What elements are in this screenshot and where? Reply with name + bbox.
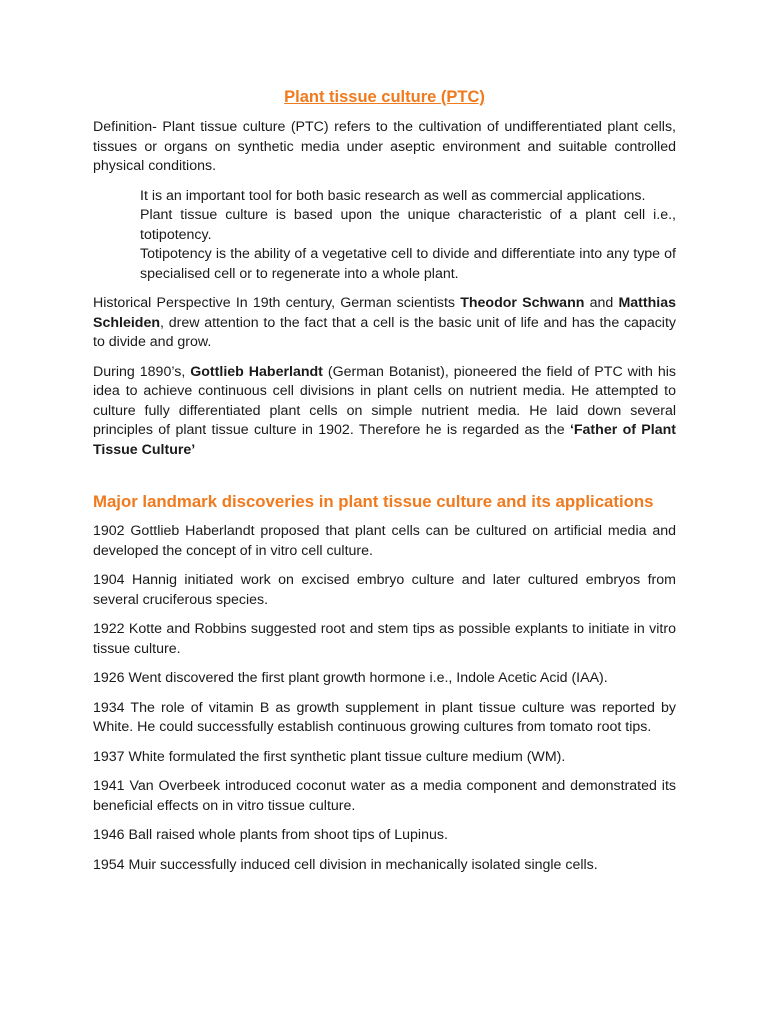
landmark-item: 1902 Gottlieb Haberlandt proposed that plant cells can be cultured on artificial media and developed the concept of in vitro cell culture. [93, 523, 676, 559]
landmark-item: 1954 Muir successfully induced cell division in mechanically isolated single cells. [93, 856, 598, 873]
key-points [140, 187, 676, 285]
name-schwann: Theodor Schwann [460, 295, 585, 311]
name-schleiden: Matthias Schleiden [93, 295, 677, 331]
landmark-item: 1922 Kotte and Robbins suggested root and stem tips as possible explants to initiate in vitro tissue culture. [93, 621, 676, 657]
landmark-item: 1946 Ball raised whole plants from shoot tips of Lupinus. [93, 827, 448, 843]
historical-text: and [584, 295, 619, 311]
key-point: It is an important tool for both basic research as well as commercial applications. [140, 187, 646, 204]
name-haberlandt: Gottlieb Haberlandt [190, 363, 323, 380]
landmark-item: 1937 White formulated the first synthetic plant tissue culture medium (WM). [93, 748, 566, 765]
landmark-item: 1904 Hannig initiated work on excised embryo culture and later cultured embryos from several cruciferous species. [93, 572, 676, 608]
father-title: ‘Father of Plant Tissue Culture’ [93, 422, 676, 458]
page-title: Plant tissue culture (PTC) [284, 88, 485, 106]
landmark-item: 1934 The role of vitamin B as growth supplement in plant tissue culture was reported by White. He could successfully establish continuous growing cultures from tomato root tips. [93, 699, 676, 735]
haberlandt-text: During 1890’s, [93, 363, 191, 380]
section-heading: Major landmark discoveries in plant tissue culture and its applications [93, 492, 654, 511]
historical-text: Historical Perspective In 19th century, German scientists [93, 295, 461, 311]
landmark-item: 1926 Went discovered the first plant growth hormone i.e., Indole Acetic Acid (IAA). [93, 670, 608, 686]
landmark-list [93, 522, 676, 875]
haberlandt-text: (German Botanist), pioneered the field of PTC with his idea to achieve continuous cell divisions in plant cells on nutrient media. He attempted to culture fully differentiated plant cells on simple nutrient media. He laid down several principles of plant tissue culture in 1902. Therefore he is regarded as the [93, 363, 676, 438]
historical-paragraph [93, 294, 676, 353]
historical-text: , drew attention to the fact that a cell is the basic unit of life and has the capacity to divide and grow. [93, 314, 676, 350]
key-point: Totipotency is the ability of a vegetative cell to divide and differentiate into any type of specialised cell or to regenerate into a whole plant. [140, 246, 676, 282]
landmark-item: 1941 Van Overbeek introduced coconut water as a media component and demonstrated its beneficial effects on in vitro tissue culture. [93, 778, 676, 814]
haberlandt-paragraph [93, 363, 676, 461]
key-point: Plant tissue culture is based upon the unique characteristic of a plant cell i.e., totipotency. [140, 207, 676, 243]
definition-paragraph: Definition- Plant tissue culture (PTC) refers to the cultivation of undifferentiated plant cells, tissues or organs on synthetic media under aseptic environment and suitable controlled physical conditions. [93, 119, 676, 174]
